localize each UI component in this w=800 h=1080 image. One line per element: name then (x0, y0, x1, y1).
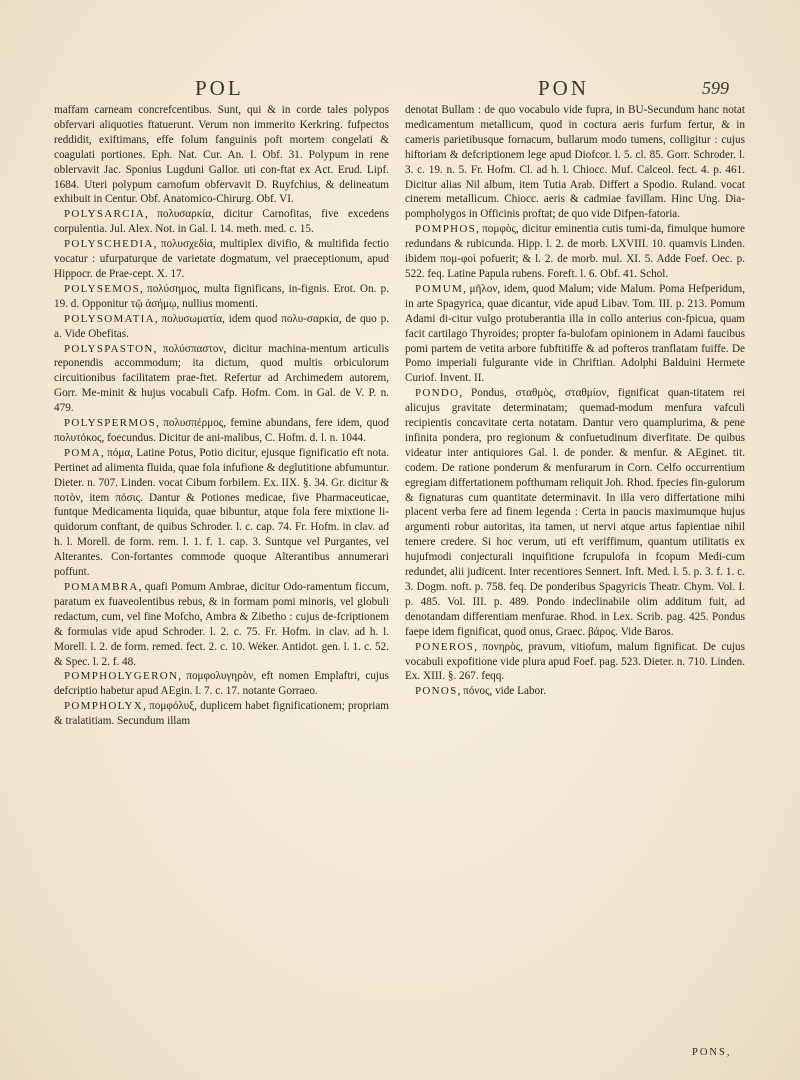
dictionary-entry (54, 580, 389, 669)
entry-headword: POLYSPERMOS (64, 417, 157, 430)
entry-headword: PONOS (415, 685, 458, 698)
dictionary-entry (54, 103, 389, 207)
entry-headword: POMPHOLYX (64, 700, 144, 713)
entry-text: , πομφολυγηρὸν, eft nomen Emplaftri, cujus defcriptio habetur apud AEgin. l. 7. c. 17. notante Gorraeo. (54, 670, 389, 698)
entry-text: , πόνος, vide Labor. (457, 685, 547, 698)
entry-headword: POMPHOLYGERON (64, 670, 179, 683)
dictionary-entry (54, 669, 389, 699)
dictionary-entry (405, 222, 745, 282)
entry-text: , πομφόλυξ, duplicem habet fignificationem; propriam & tralatitiam. Secundum illam (54, 700, 389, 728)
dictionary-entry (54, 416, 389, 446)
entry-headword: POMAMBRA (64, 581, 139, 593)
dictionary-entry (405, 640, 745, 685)
dictionary-entry (54, 237, 389, 282)
running-head-left: POL (195, 76, 244, 100)
entry-headword: POMPHOS (415, 223, 477, 236)
entry-text: , πολύσημος, multa fignificans, in-fignis. Erot. On. p. 19. d. Opponitur τῷ ἀσήμῳ, nullius momenti. (54, 282, 389, 310)
entry-text: , πολυσωματία, idem quod πολυ-σαρκία, de quo p. a. Vide Obefitas. (54, 312, 389, 340)
dictionary-entry (54, 207, 389, 237)
entry-text: , Pondus, σταθμὸς, σταθμίον, fignificat quan-titatem rei alicujus gravitate determinatam; quemad-modum menfura vafculi recipientis concavitate certa notatam. Dantur vero quamplurima, & pene infinita pondera, pro regionum & confuetudinum diverfitate. De quibus videatur inter antiquiores Gal. l. de ponder. & menfur. & AEginet. tit. codem. De ratione ponderum & menfurarum in Corn. Celfo occurrentium egregiam differtationem pofthumam reliquit Joh. Rhod. fpecies fin-gulorum & fignaturas cum quantitate determinavit. In illa vero differtatione mihi placent verba fere ad finem legenda : Certa in paucis maximumque hujus argumenti robur autoritas, ita tamen, ut nervi atque artus fapientiae nihil temere credere. Si hoc verum, uti eft veriffimum, quantum utilitatis ex hujufmodi conjecturali inquifitione fcrupulofa in fcopum Medi-cum redundet, alii judicent. Inter recentiores Sennert. Inft. Med. l. 5. p. 3. f. 1. c. 3. Dogm. noft. p. 758. feq. De ponderibus Spagyricis Theatr. Chym. Vol. I. p. 485. Vol. III. p. 489. Pondo indeclinabile olim additum fuit, ad denotandam differentiam menfurae. Rhod. in Lex. Scrib. pag. 425. Pondus faepe idem fignificat, quod onus, Graec. βάρος. Vide Baros. (405, 387, 745, 638)
dictionary-entry (405, 684, 745, 699)
catchword: PONS, (692, 1047, 732, 1058)
dictionary-entry (54, 282, 389, 312)
left-column (54, 103, 389, 729)
entry-text: , πολυσπέρμος, femine abundans, fere idem, quod πολυτόκος, foecundus. Dicitur de ani-malibus, C. Hofm. d. l. n. 1044. (54, 417, 389, 444)
entry-text: , πολύσπαστον, dicitur machina-mentum articulis reponendis accommodum; ita dictum, quod multis orbiculorum circuitionibus facilitatem prae-ftet. Refertur ad Archimedem autorem, Gorr. Me-minit & hujus vocabuli Cafp. Hofm. Com. in Gal. de V. P. n. 479. (54, 342, 389, 415)
dictionary-entry (405, 282, 745, 386)
dictionary-entry (54, 342, 389, 417)
entry-text: denotat Bullam : de quo vocabulo vide fupra, in BU-Secundum hanc notat medicamentum metallicum, quod in coctura aeris furfum fertur, & in cameris parietibusque fornacum, bullarum modo tumens, colligitur : cujus hiftoriam & defcriptionem lege apud Diofcor. l. 5. cl. 85. Gorr. Schroder. l. 3. c. 19. n. 5. Fr. Hofm. Cl. ad h. l. Chiocc. Muf. Calceol. fect. 4. p. 461. Dicitur alias Nil album, item Tutia Arab. Differt a Spodio. Ruland. vocat cinerem metallicum. Chiocc. aeris & cadmiae favillam. Hinc Ung. Dia-pompholygos in Officinis proftat; de quo vide Difpen-fatoria. (405, 104, 745, 221)
entry-text: , πολυσχεδία, multiplex divifio, & multifida fectio vocatur : ufurpaturque de varietate dogmatum, vel praeceptionum, apud Hippocr. de Prae-cept. X. 17. (54, 238, 389, 280)
dictionary-entry (54, 446, 389, 580)
entry-headword: POMA (64, 446, 101, 459)
entry-headword: POLYSCHEDIA (64, 238, 154, 251)
dictionary-entry (405, 103, 745, 222)
running-head-right: PON (538, 76, 590, 100)
page-number: 599 (702, 78, 729, 98)
entry-headword: POLYSPASTON (64, 342, 154, 355)
entry-text: , μῆλον, idem, quod Malum; vide Malum. Poma Hefperidum, in arte Spagyrica, quae dicantur, vide apud Libav. Tom. III. p. 213. Pomum Adami di-citur vulgo protuberantia illa in collo anterius con-fpicua, quam facit cartilago Thyroides; propter fa-bulofam opinionem in Adami faucibus pomi partem de vetita arbore fubftitiffe & ad pofteros tranflatam fuiffe. De Pomo imperiali fulgurante vide in Chriftian. Adolphi Balduini Hermete Curiof. Invent. II. (405, 282, 745, 385)
right-column (405, 103, 745, 699)
entry-text: , πόμα, Latine Potus, Potio dicitur, ejusque fignificatio eft nota. Pertinet ad alimenta fluida, quae fola infufione & deglutitione abfumuntur. Dieter. n. 707. Linden. vocat Cibum forbilem. Ex. IIX. §. 34. Gr. dicitur & ποτὸν, item πόσις. Dantur & Potiones medicae, five Pharmaceuticae, funtque Medicamenta liquida, quae bibuntur, atque fola fere mixtione li-quidorum conftant, de quibus Schroder. l. c. cap. 74. Fr. Hofm. in clav. ad h. l. Morell. de form. rem. l. 1. f. 1. cap. 3. Suntque vel Purgantes, vel Alterantes. Con-fortantes commode quoque Alterantibus annumerari poffunt. (54, 446, 389, 579)
entry-text: , πομφὸς, dicitur eminentia cutis tumi-da, fimulque humore redundans & rubicunda. Hipp. l. 2. de morb. LXVIII. 10. quamvis Linden. ibidem πομ-φοὶ pofuerit; & l. 2. de morb. mul. XI. 5. Adde Foef. Oec. p. 522. feq. Latine Papula rubens. Foreft. l. 6. Obf. 41. Schol. (405, 223, 745, 280)
entry-headword: PONDO (415, 387, 460, 400)
entry-text: , πολυσαρκία, dicitur Carnofitas, five excedens corpulentia. Jul. Alex. Not. in Gal. l. 14. meth. med. c. 15. (54, 208, 389, 236)
entry-headword: POMUM (415, 282, 464, 295)
dictionary-entry (54, 699, 389, 729)
entry-text: , quafi Pomum Ambrae, dicitur Odo-ramentum ficcum, paratum ex fuaveolentibus rebus, & in formam pomi minoris, vel globuli redactum, cum, vel fine Mofcho, Ambra & Zibetho : cujus de-fcriptionem & formulas vide apud Schroder. l. 2. c. 75. Fr. Hofm. in clav. ad h. l. Morell. l. 2. de form. remed. fect. 2. c. 10. Weker. Antidot. gen. l. 1. c. 52. & Spec. l. 2. f. 48. (54, 581, 389, 668)
entry-headword: PONEROS (415, 640, 475, 653)
entry-headword: POLYSEMOS (64, 282, 141, 295)
entry-text: maffam carneam concrefcentibus. Sunt, qui & in corde tales polypos obfervari aliquoties ftatuerunt. Verum non immerito Kerkring. fufpectos reddidit, exiftimans, effe folum fanguinis poft mortem congelati & coagulati portiones. Eph. Nat. Cur. An. I. Obf. 31. Polypum in rene oblervavit Jac. Sponius Lugduni Gallor. uti con-ftat ex Act. Erud. Lipf. 1684. Uteri polypum carnofum obfervavit D. Ruyfchius, & delineatum exhibuit in Centur. Obf. Anatomico-Chirurg. Obf. VI. (54, 104, 389, 206)
dictionary-entry (54, 312, 389, 342)
dictionary-entry (405, 386, 745, 639)
entry-headword: POLYSOMATIA (64, 312, 155, 325)
entry-headword: POLYSARCIA (64, 208, 145, 221)
entry-text: , πονηρὸς, pravum, vitiofum, malum fignificat. De cujus vocabuli expofitione vide plura apud Foef. pag. 523. Dieter. n. 710. Linden. Ex. XIII. §. 267. feqq. (405, 640, 745, 683)
